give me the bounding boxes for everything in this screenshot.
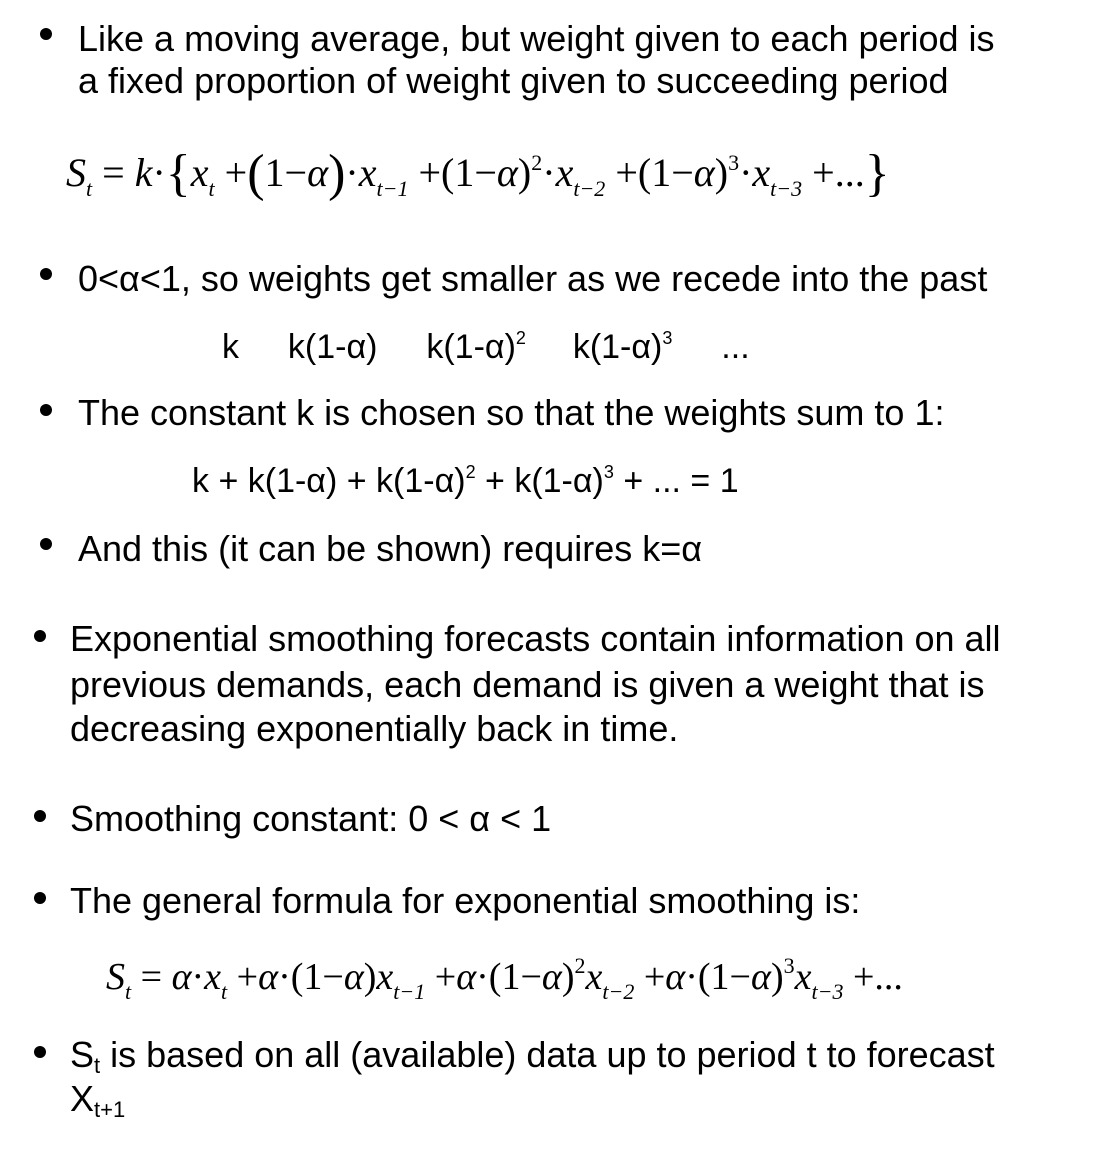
sum-part: k + k(1-α) + k(1-α): [192, 462, 466, 500]
bullet-dot: [40, 268, 52, 280]
bullet-text: decreasing exponentially back in time.: [70, 708, 679, 749]
exponent: 3: [662, 328, 673, 348]
bullet-text: 0<α<1, so weights get smaller as we recede into the past: [78, 258, 988, 299]
bullet-text: [70, 1034, 995, 1076]
bullet-dot: [40, 28, 52, 40]
bullet-dot: [34, 630, 46, 642]
weights-row: [222, 328, 750, 367]
s-symbol: S: [70, 1034, 95, 1075]
bullet-dot: [34, 892, 46, 904]
weight-term: k: [222, 328, 239, 366]
bullet-text: a fixed proportion of weight given to succeeding period: [78, 60, 949, 101]
x-symbol: X: [70, 1078, 95, 1119]
weight-term: k(1-α): [572, 328, 663, 366]
sum-equation: [192, 462, 739, 501]
subscript: t: [94, 1053, 101, 1078]
subscript: t+1: [94, 1097, 126, 1122]
bullet-text: [70, 1078, 125, 1120]
smoothing-formula-k: $S_t = k\cdot\{x_t +(1-\alpha)\cdot x_{t-1} +(1-\alpha)^2\cdot x_{t-2} +(1-\alpha)^3\cdot x_{t-3}$ +...}: [66, 145, 890, 202]
exponent: 2: [465, 462, 476, 482]
general-smoothing-formula: $S_t = \alpha\cdot x_t +\alpha\cdot(1-\alpha)x_{t-1} +\alpha\cdot(1-\alpha)^2x_{t-2} +\alpha\cdot(1-\alpha)^3x_{t-3}$ +...: [106, 953, 903, 1004]
bullet-dot: [40, 404, 52, 416]
bullet-text-rest: is based on all (available) data up to period t to forecast: [100, 1034, 995, 1075]
bullet-dot: [40, 538, 52, 550]
bullet-text: Smoothing constant: 0 < α < 1: [70, 798, 552, 839]
bullet-dot: [34, 1046, 46, 1058]
bullet-dot: [34, 810, 46, 822]
bullet-text: Like a moving average, but weight given to each period is: [78, 18, 995, 59]
weight-term: ...: [721, 328, 750, 366]
bullet-text: And this (it can be shown) requires k=α: [78, 528, 703, 569]
bullet-text: The constant k is chosen so that the weights sum to 1:: [78, 392, 945, 433]
exponent: 2: [515, 328, 526, 348]
bullet-text: Exponential smoothing forecasts contain information on all: [70, 618, 1001, 659]
weight-term: k(1-α): [426, 328, 516, 366]
bullet-text: The general formula for exponential smoothing is:: [70, 880, 861, 921]
weight-term: k(1-α): [287, 328, 378, 366]
sum-part: + k(1-α): [475, 462, 604, 500]
sum-part: + ... = 1: [613, 462, 739, 500]
bullet-text: previous demands, each demand is given a weight that is: [70, 664, 985, 705]
exponent: 3: [603, 462, 614, 482]
